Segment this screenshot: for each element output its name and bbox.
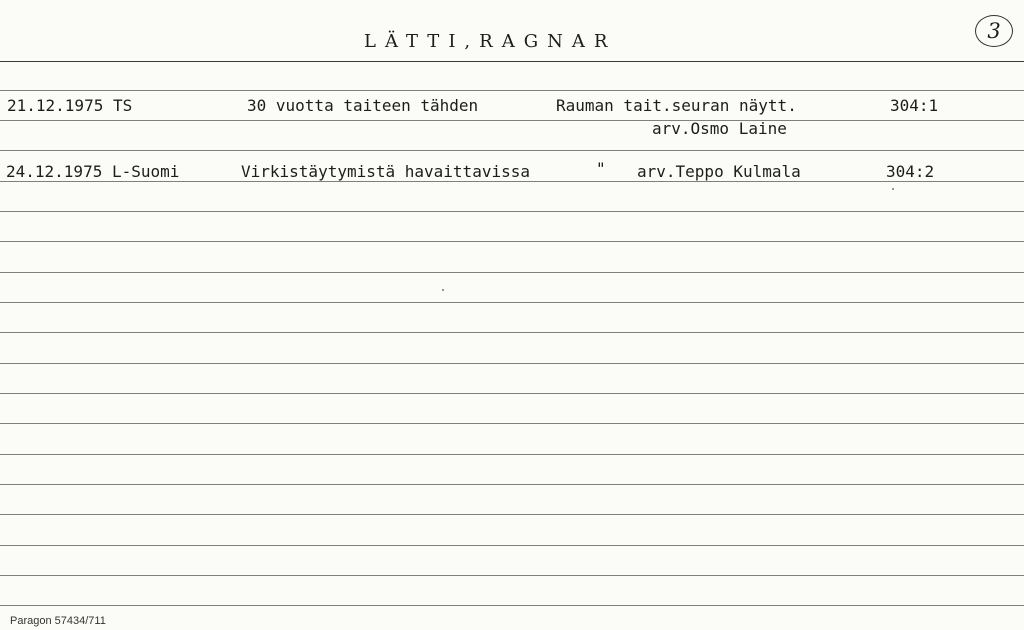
rule-line bbox=[0, 605, 1024, 606]
rule-line bbox=[0, 241, 1024, 242]
rule-line bbox=[0, 393, 1024, 394]
entry-date-source: 24.12.1975 L-Suomi bbox=[6, 162, 180, 181]
rule-line bbox=[0, 272, 1024, 273]
rule-line bbox=[0, 575, 1024, 576]
card-number-circle: 3 bbox=[975, 15, 1013, 47]
paper-speck bbox=[892, 188, 894, 190]
rule-line bbox=[0, 363, 1024, 364]
rule-line bbox=[0, 545, 1024, 546]
printer-imprint: Paragon 57434/711 bbox=[10, 615, 106, 627]
entry-ditto-mark: " bbox=[596, 159, 606, 178]
rule-line bbox=[0, 120, 1024, 121]
header-rule bbox=[0, 61, 1024, 62]
rule-line bbox=[0, 181, 1024, 182]
rule-line bbox=[0, 514, 1024, 515]
paper-speck bbox=[442, 289, 444, 291]
rule-line bbox=[0, 150, 1024, 151]
entry-reference: 304:2 bbox=[886, 162, 935, 181]
card-title: LÄTTI,RAGNAR bbox=[364, 31, 617, 52]
entry-description: Rauman tait.seuran näytt. bbox=[556, 96, 797, 115]
rule-line bbox=[0, 484, 1024, 485]
entry-reference: 304:1 bbox=[890, 96, 939, 115]
entry-date-source: 21.12.1975 TS bbox=[7, 96, 133, 115]
entry-headline: 30 vuotta taiteen tähden bbox=[247, 96, 479, 115]
entry-reviewer: arv.Teppo Kulmala bbox=[637, 162, 801, 181]
rule-line bbox=[0, 332, 1024, 333]
entry-reviewer: arv.Osmo Laine bbox=[652, 119, 787, 138]
rule-line bbox=[0, 90, 1024, 91]
rule-line bbox=[0, 302, 1024, 303]
rule-line bbox=[0, 211, 1024, 212]
rule-line bbox=[0, 423, 1024, 424]
rule-line bbox=[0, 454, 1024, 455]
entry-headline: Virkistäytymistä havaittavissa bbox=[241, 162, 530, 181]
